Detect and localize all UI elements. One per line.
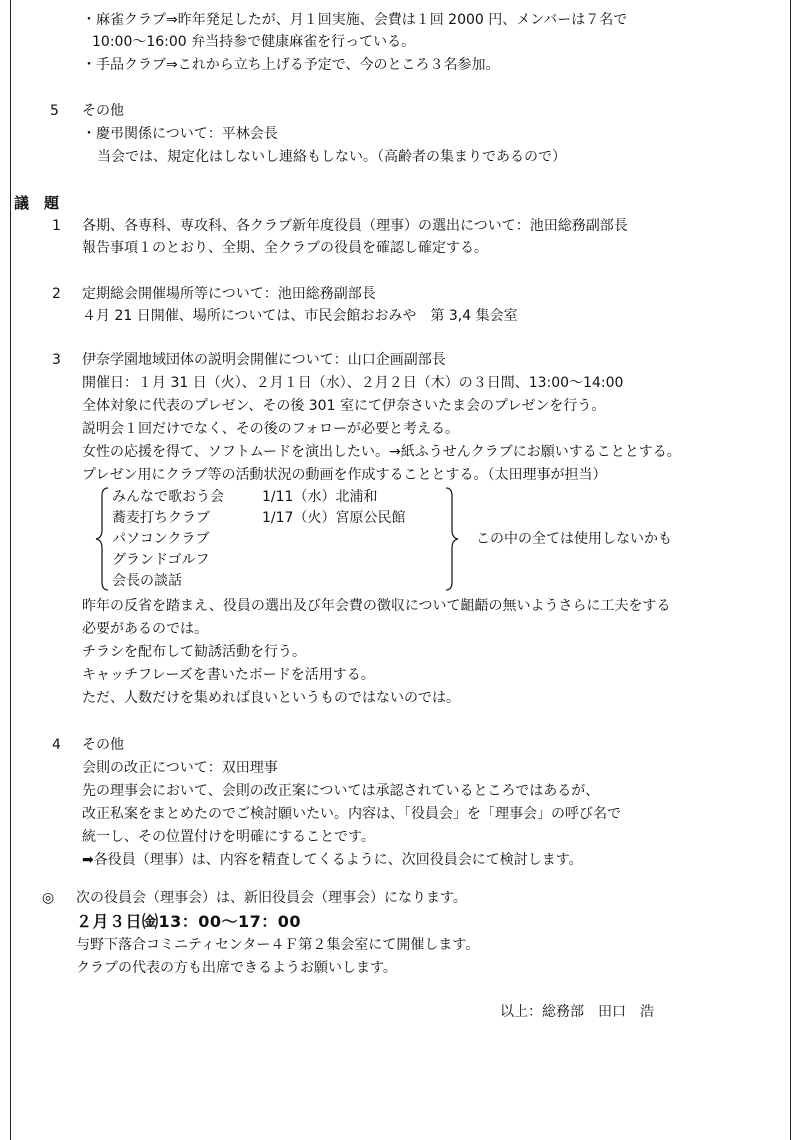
next-meeting-line: 次の役員会（理事会）は、新旧役員会（理事会）になります。 <box>76 890 467 906</box>
signature: 以上：総務部 田口 浩 <box>500 1004 654 1020</box>
agenda2-title: 定期総会開催場所等について：池田総務副部長 <box>82 286 376 302</box>
agenda1-title: 各期、各専科、専攻科、各クラブ新年度役員（理事）の選出について：池田総務副部長 <box>82 218 628 234</box>
agenda4-line: 改正私案をまとめたのでご検討願いたい。内容は、「役員会」を「理事会」の呼び名で <box>82 806 621 822</box>
magic-club-line: ・手品クラブ⇒これから立ち上げる予定で、今のところ３名参加。 <box>82 57 500 73</box>
agenda3-after-line: 昨年の反省を踏まえ、役員の選出及び年会費の徴収について齟齬の無いようさらに工夫をする <box>82 598 671 614</box>
page-border-left <box>10 0 11 1140</box>
agenda4-title: その他 <box>82 737 124 753</box>
agenda3-title: 伊奈学園地域団体の説明会開催について：山口企画副部長 <box>82 352 446 368</box>
agenda3-line: 全体対象に代表のプレゼン、その後 301 室にて伊奈さいたま会のプレゼンを行う。 <box>82 398 606 414</box>
agenda3-after-line: ただ、人数だけを集めれば良いというものではないのでは。 <box>82 690 460 706</box>
agenda3-line: 女性の応援を得て、ソフトムードを演出したい。→紙ふうせんクラブにお願いすることとする。 <box>82 444 681 460</box>
mahjong-club-line-2: 10:00～16:00 弁当持参で健康麻雀を行っている。 <box>92 34 416 50</box>
video-list-item-name: グランドゴルフ <box>112 552 210 568</box>
agenda1-number: 1 <box>52 218 61 234</box>
agenda3-line: 説明会１回だけでなく、その後のフォローが必要と考える。 <box>82 421 460 437</box>
mahjong-club-line-1: ・麻雀クラブ⇒昨年発足したが、月１回実施、会費は１回 2000 円、メンバーは７名で <box>82 12 628 28</box>
agenda3-number: 3 <box>52 352 61 368</box>
agenda-heading: 議 題 <box>14 194 60 212</box>
page-border-right <box>790 0 791 1140</box>
section5-title: その他 <box>82 103 124 119</box>
agenda4-line: 統一し、その位置付けを明確にすることです。 <box>82 829 375 845</box>
agenda4-line: 先の理事会において、会則の改正案については承認されているところではあるが、 <box>82 783 600 799</box>
next-meeting-request: クラブの代表の方も出席できるようお願いします。 <box>76 960 397 976</box>
agenda1-body: 報告事項１のとおり、全期、全クラブの役員を確認し確定する。 <box>82 240 488 256</box>
right-brace <box>442 486 460 592</box>
agenda2-body: ４月 21 日開催、場所については、市民会館おおみや 第 3,4 集会室 <box>82 308 518 324</box>
agenda4-line: 会則の改正について：双田理事 <box>82 760 278 776</box>
left-brace <box>94 486 112 592</box>
video-list-item-date: 1/11（水）北浦和 <box>262 489 378 505</box>
agenda4-line: ➡各役員（理事）は、内容を精査してくるように、次回役員会にて検討します。 <box>82 852 583 868</box>
agenda3-after-line: 必要があるのでは。 <box>82 621 208 637</box>
next-meeting-mark: ◎ <box>42 890 55 906</box>
next-meeting-venue: 与野下落合コミニティセンター４Ｆ第２集会室にて開催します。 <box>76 937 480 953</box>
video-list-item-name: 蕎麦打ちクラブ <box>112 510 210 526</box>
condolence-detail: 当会では、規定化はしないし連絡もしない。（高齢者の集まりであるので） <box>97 149 566 165</box>
video-list-item-name: パソコンクラブ <box>112 531 210 547</box>
video-list-item-name: みんなで歌おう会 <box>112 489 224 505</box>
next-meeting-datetime: ２月３日㈮13：00～17：00 <box>76 912 302 931</box>
video-list-item-date: 1/17（火）宮原公民館 <box>262 510 406 526</box>
agenda3-line: 開催日：１月 31 日（火）、２月１日（水）、２月２日（木）の３日間、13:00～14:00 <box>82 375 624 391</box>
video-list-note: この中の全ては使用しないかも <box>476 531 672 547</box>
agenda2-number: 2 <box>52 286 61 302</box>
video-list-item-name: 会長の談話 <box>112 573 182 589</box>
agenda3-after-line: キャッチフレーズを書いたボードを活用する。 <box>82 667 375 683</box>
agenda3-after-line: チラシを配布して勧誘活動を行う。 <box>82 644 306 660</box>
section5-number: 5 <box>50 103 59 119</box>
agenda3-line: プレゼン用にクラブ等の活動状況の動画を作成することとする。（太田理事が担当） <box>82 467 607 483</box>
condolence-item: ・慶弔関係について：平林会長 <box>82 126 278 142</box>
agenda4-number: 4 <box>52 737 61 753</box>
